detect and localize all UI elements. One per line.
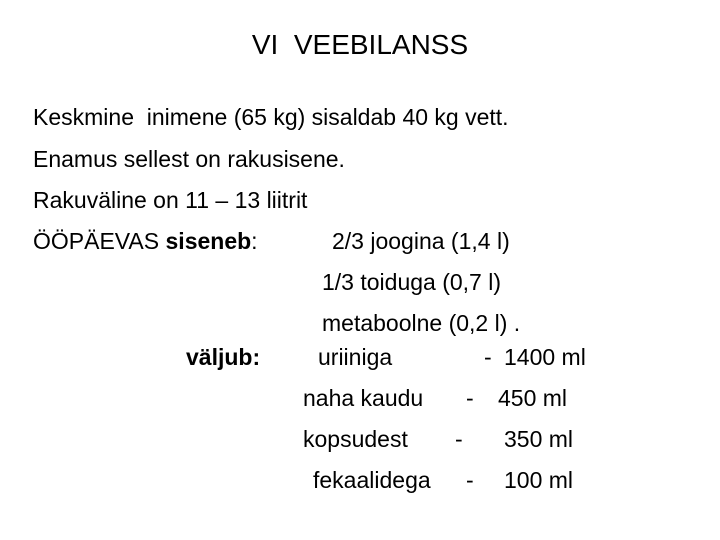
output-dash-4: - — [466, 467, 474, 493]
intake-item-3: metaboolne (0,2 l) . — [322, 310, 521, 336]
output-amount-3: 350 ml — [504, 426, 574, 452]
output-name-2: naha kaudu — [303, 385, 424, 411]
intro-line-1: Keskmine inimene (65 kg) sisaldab 40 kg vett. — [33, 104, 509, 130]
intake-item-1: 2/3 joogina (1,4 l) — [332, 228, 510, 254]
day-label: ÖÖPÄEVAS — [33, 228, 166, 254]
enters-colon: : — [251, 228, 258, 254]
slide-title: VI VEEBILANSS — [251, 29, 469, 60]
output-amount-2: 450 ml — [498, 385, 568, 411]
intro-line-3: Rakuväline on 11 – 13 liitrit — [33, 187, 308, 213]
intake-item-2: 1/3 toiduga (0,7 l) — [322, 269, 502, 295]
output-name-4: fekaalidega — [313, 467, 431, 493]
leaves-label: väljub: — [186, 344, 261, 370]
output-amount-1: 1400 ml — [504, 344, 586, 370]
enters-label: siseneb — [165, 228, 252, 254]
output-name-3: kopsudest — [303, 426, 408, 452]
output-dash-2: - — [466, 385, 474, 411]
output-dash-3: - — [455, 426, 463, 452]
intro-line-2: Enamus sellest on rakusisene. — [33, 146, 345, 172]
intake-line — [33, 227, 258, 255]
output-amount-4: 100 ml — [504, 467, 574, 493]
output-dash-1: - — [484, 344, 492, 370]
output-name-1: uriiniga — [318, 344, 393, 370]
